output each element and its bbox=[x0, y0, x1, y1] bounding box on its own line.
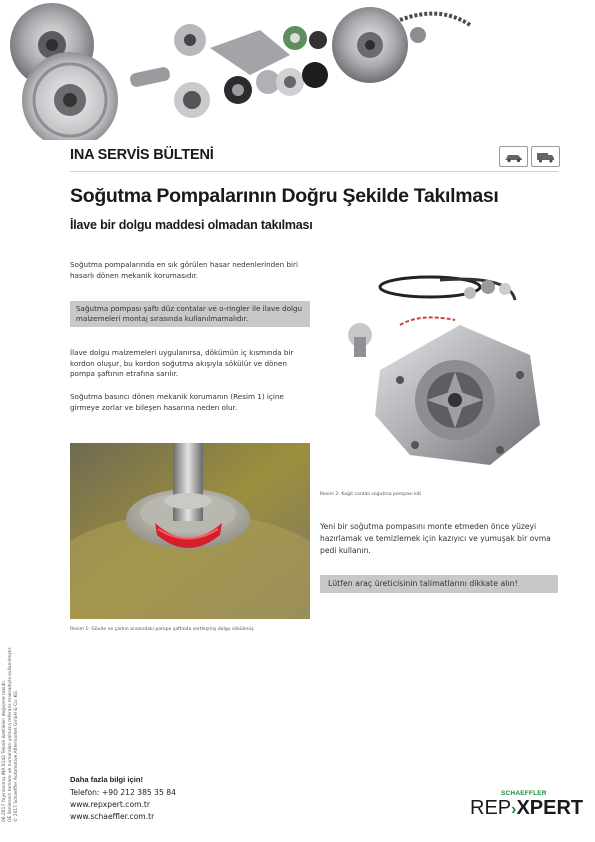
product-collage-image bbox=[0, 0, 595, 140]
car-icon bbox=[500, 147, 527, 166]
photo-pump-shaft bbox=[70, 443, 310, 619]
legal-sidebar bbox=[2, 592, 20, 822]
truck-icon bbox=[532, 147, 559, 166]
highlight-box-manufacturer: Lütfen araç üreticisinin talimatlarını dikkate alın! bbox=[320, 575, 558, 593]
schaeffler-wordmark: SCHAEFFLER bbox=[501, 790, 547, 797]
repxpert-wordmark-xpert: XPERT bbox=[516, 797, 584, 819]
paragraph-surface-prep: Yeni bir soğutma pompasını monte etmeden önce yüzeyi hazırlamak ve temizlemek için kazıyıcı ve yumuşak bir ovma pedi kullanın. bbox=[320, 522, 551, 555]
repxpert-wordmark-rep: REP bbox=[470, 797, 512, 819]
paragraph-filler: İlave dolgu malzemeleri uygulanırsa, dökümün iç kısmında bir kordon oluşur, bu kordon soğutma akışıyla sökülür ve dönen pompa şaftının etrafına sarılır. bbox=[70, 348, 294, 378]
pump-kit-image bbox=[340, 275, 570, 485]
article-title: Soğutma Pompalarının Doğru Şekilde Takılması bbox=[70, 185, 499, 207]
link-schaeffler[interactable]: www.schaeffler.com.tr bbox=[70, 812, 155, 821]
header-divider bbox=[70, 171, 558, 172]
link-repxpert[interactable]: www.repxpert.com.tr bbox=[70, 800, 151, 809]
repxpert-logo bbox=[470, 790, 584, 820]
legal-line-3: © 2017 Schaeffler Automotive Aftermarket GmbH & Co. KG bbox=[14, 691, 19, 822]
legal-line-2: OE ilanlarının tamamı ve numaraları yalnızca referans maksadıyla kullanılmıştır. bbox=[8, 646, 13, 822]
bulletin-title: INA SERVİS BÜLTENİ bbox=[70, 147, 214, 163]
repxpert-wordmark bbox=[470, 798, 583, 820]
contact-heading: Daha fazla bilgi için! bbox=[70, 775, 143, 784]
article-subtitle: İlave bir dolgu maddesi olmadan takılması bbox=[70, 218, 313, 232]
highlight-box-shaft: Sağutma pompası şaftı düz contalar ve o-ringler ile ilave dolgu malzemeleri montaj sırasında kullanılmamalıdır. bbox=[70, 301, 310, 327]
contact-phone: Telefon: +90 212 385 35 84 bbox=[70, 788, 176, 797]
paragraph-pressure: Soğutma basıncı dönen mekanik korumanın (Resim 1) içine girmeye zorlar ve bileşen hasarına neden olur. bbox=[70, 392, 284, 412]
pump-shaft-image bbox=[70, 443, 310, 619]
legal-line-1: 06.2017 Yayınlanmış INA 0142 Teknik özellikleri değişime tabidir. bbox=[2, 679, 7, 822]
product-banner bbox=[0, 0, 595, 140]
caption-photo-2: Resim 2: Kağıt contalı soğutma pompası kiti bbox=[320, 492, 422, 497]
truck-filter-button[interactable] bbox=[531, 146, 560, 167]
repxpert-arrow-icon: › bbox=[511, 801, 517, 818]
car-filter-button[interactable] bbox=[499, 146, 528, 167]
photo-pump-kit bbox=[340, 275, 570, 485]
intro-paragraph: Soğutma pompalarında en sık görülen hasar nedenlerinden biri hasarlı dönen mekanik korumasıdır. bbox=[70, 260, 298, 280]
caption-photo-1: Resim 1: Gövde ve çarkın arasındaki pompa şaftında sertleşmiş dolgu sökülmüş bbox=[70, 627, 254, 632]
